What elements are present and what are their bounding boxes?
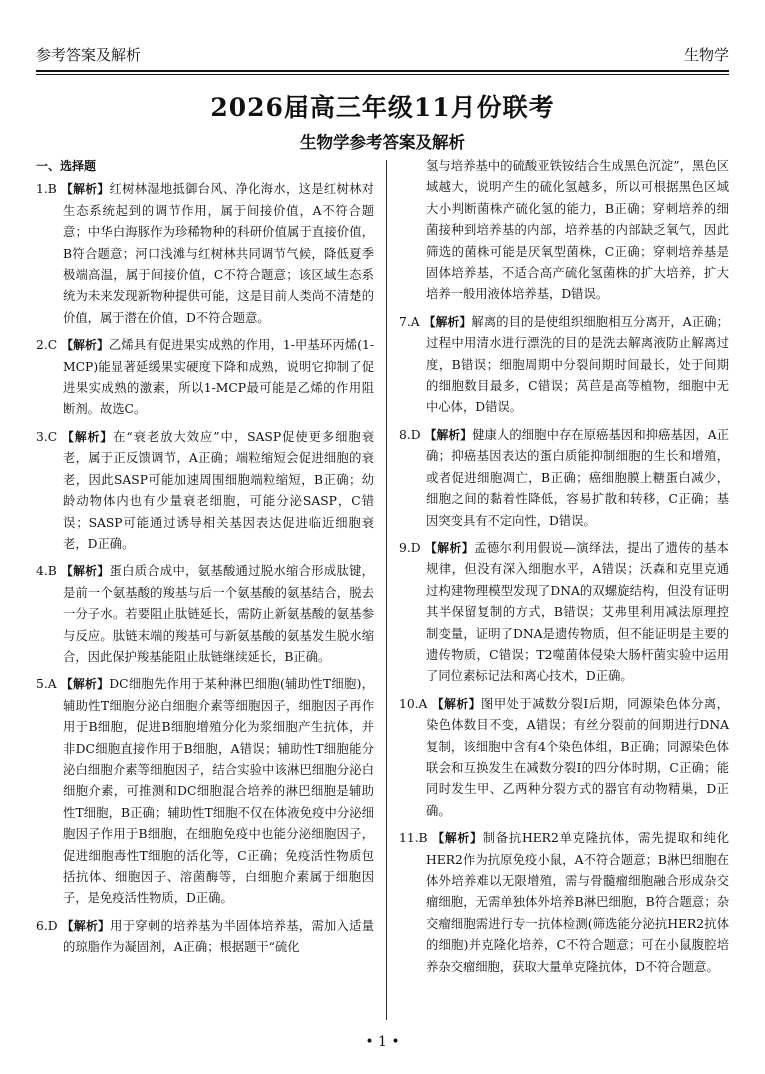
answer-number: 11.B (399, 831, 428, 846)
answer-explanation: 在“衰老放大效应”中，SASP促使更多细胞衰老，属于正反馈调节，A正确；端粒缩短会促进细胞的衰老，因此SASP可能加速周围细胞端粒缩短，B正确；幼龄动物体内也有少量衰老细胞，可能分泌SASP，C错误；SASP可能通过诱导相关基因表达促进临近细胞衰老，D正确。 (63, 429, 374, 551)
analysis-tag: 【解析】 (431, 696, 482, 711)
document-title: 2026届高三年级11月份联考 (210, 93, 555, 122)
answer-number: 9.D (399, 540, 421, 555)
answer-explanation: 红树林湿地抵御台风、净化海水，这是红树林对生态系统起到的调节作用，属于间接价值，A不符合题意；中华白海豚作为珍稀物种的科研价值属于直接价值，B符合题意；河口浅滩与红树林共同调节气候，降低夏季极端高温，属于间接价值，C不符合题意；该区域生态系统为未来发现新物种提供可能，这是目前人类尚不清楚的价值，属于潜在价值，D不符合题意。 (63, 182, 374, 325)
answer-explanation: 氢与培养基中的硫酸亚铁铵结合生成黑色沉淀”，黑色区域越大，说明产生的硫化氢越多，所以可根据黑色区域大小判断菌株产硫化氢的能力，B正确；穿刺培养的细菌接种到培养基的内部，培养基的内部缺乏氧气，因此筛选的菌株可能是厌氧型菌株，C正确；穿刺培养基是固体培养基，不适合高产硫化氢菌株的扩大培养，扩大培养一般用液体培养基，D错误。 (426, 159, 729, 302)
analysis-tag: 【解析】 (61, 918, 111, 933)
analysis-tag: 【解析】 (424, 427, 473, 442)
analysis-tag: 【解析】 (61, 338, 109, 353)
page-header (36, 44, 729, 70)
analysis-tag: 【解析】 (62, 429, 114, 444)
analysis-tag: 【解析】 (423, 314, 472, 329)
answer-explanation: 制备抗HER2单克隆抗体，需先提取和纯化HER2作为抗原免疫小鼠，A不符合题意；B淋巴细胞在体外培养难以无限增殖，需与骨髓瘤细胞融合形成杂交瘤细胞，无需单独体外培养B淋巴细胞，B符合题意；杂交瘤细胞需进行专一抗体检测(筛选能分泌抗HER2抗体的细胞)并克隆化培养，C不符合题意；可在小鼠腹腔培养杂交瘤细胞，获取大量单克隆抗体，D不符合题意。 (426, 831, 729, 974)
answer-number: 3.C (36, 429, 58, 444)
answer-number: 1.B (36, 182, 57, 197)
answer-item (399, 156, 729, 306)
header-left-text: 参考答案及解析 (36, 46, 142, 64)
answer-item (36, 561, 374, 668)
answer-item (399, 312, 729, 419)
answer-item (36, 179, 374, 329)
answer-item (36, 427, 374, 555)
section-heading: 一、选择题 (36, 159, 97, 173)
column-divider (386, 160, 387, 1020)
answer-explanation: 解离的目的是使组织细胞相互分离开，A正确；过程中用清水进行漂洗的目的是洗去解离液防止解离过度，B错误；细胞周期中分裂间期时间最长，处于间期的细胞数目最多，C错误；莴苣是高等植物，细胞中无中心体，D错误。 (426, 314, 729, 415)
answer-explanation: 孟德尔利用假说—演绎法，提出了遗传的基本规律，但没有深入细胞水平，A错误；沃森和克里克通过构建物理模型发现了DNA的双螺旋结构，但没有证明其半保留复制的方式，B错误；艾弗里利用减法原理控制变量，证明了DNA是遗传物质，但不能证明是主要的遗传物质，C错误；T2噬菌体侵染大肠杆菌实验中运用了同位素标记法和离心技术，D正确。 (426, 540, 729, 684)
right-answer-list (399, 156, 729, 978)
answer-explanation: 健康人的细胞中存在原癌基因和抑癌基因，A正确；抑癌基因表达的蛋白质能抑制细胞的生长和增殖，或者促进细胞凋亡，B正确；癌细胞膜上糖蛋白减少，细胞之间的黏着性降低，容易扩散和转移，C正确；基因突变具有不定向性，D错误。 (426, 427, 729, 528)
left-column (36, 156, 374, 965)
document-subtitle: 生物学参考答案及解析 (300, 133, 465, 152)
analysis-tag: 【解析】 (432, 831, 483, 846)
answer-item (399, 828, 729, 978)
answer-number: 8.D (399, 427, 421, 442)
answer-number: 7.A (399, 314, 420, 329)
answer-item (399, 694, 729, 822)
analysis-tag: 【解析】 (61, 182, 110, 197)
right-column (399, 156, 729, 984)
answer-item (36, 674, 374, 909)
page-number: • 1 • (365, 1034, 400, 1050)
header-subject: 生物学 (683, 46, 729, 64)
answer-number: 4.B (36, 564, 57, 579)
answer-explanation: 乙烯具有促进果实成熟的作用，1-甲基环丙烯(1-MCP)能显著延缓果实硬度下降和成熟，说明它抑制了促进果实成熟的激素，所以1-MCP最可能是乙烯的作用阻断剂。故选C。 (63, 338, 374, 417)
answer-number: 5.A (36, 677, 57, 692)
answer-explanation: 用于穿刺的培养基为半固体培养基，需加入适量的琼脂作为凝固剂，A正确；根据题干“硫化 (63, 918, 374, 955)
answer-number: 2.C (36, 338, 58, 353)
answer-item (36, 916, 374, 959)
answer-item (399, 425, 729, 532)
analysis-tag: 【解析】 (60, 677, 110, 692)
answer-number: 6.D (36, 918, 58, 933)
left-answer-list (36, 179, 374, 958)
answer-item (36, 335, 374, 421)
answer-explanation: 蛋白质合成中，氨基酸通过脱水缩合形成肽键，是前一个氨基酸的羧基与后一个氨基酸的氨基结合，脱去一分子水。若要阻止肽链延长，需防止新氨基酸的氨基参与反应。肽链末端的羧基可与新氨基酸的氨基发生脱水缩合，因此保护羧基能阻止肽链继续延长，B正确。 (63, 564, 374, 664)
header-rule (36, 70, 729, 75)
analysis-tag: 【解析】 (424, 540, 475, 555)
answer-item (399, 538, 729, 688)
answer-explanation: DC细胞先作用于某种淋巴细胞(辅助性T细胞)，辅助性T细胞分泌白细胞介素等细胞因子，细胞因子再作用于B细胞，促进B细胞增殖分化为浆细胞产生抗体，并非DC细胞直接作用于B细胞，A错误；辅助性T细胞能分泌白细胞介素等细胞因子，结合实验中该淋巴细胞分泌白细胞介素，可推测和DC细胞混合培养的淋巴细胞是辅助性T细胞，B正确；辅助性T细胞不仅在体液免疫中分泌细胞因子作用于B细胞，在细胞免疫中也能分泌细胞因子，促进细胞毒性T细胞的活化等，C正确；免疫活性物质包括抗体、细胞因子、溶菌酶等，白细胞介素属于细胞因子，是免疫活性物质，D正确。 (63, 677, 374, 906)
answer-number: 10.A (399, 696, 428, 711)
answer-explanation: 图甲处于减数分裂Ⅰ后期，同源染色体分离，染色体数目不变，A错误；有丝分裂前的间期进行DNA复制，该细胞中含有4个染色体组，B正确；同源染色体联会和互换发生在减数分裂Ⅰ的四分体时期，C正确；能同时发生甲、乙两种分裂方式的器官有动物精巢，D正确。 (426, 696, 729, 818)
analysis-tag: 【解析】 (61, 564, 110, 579)
